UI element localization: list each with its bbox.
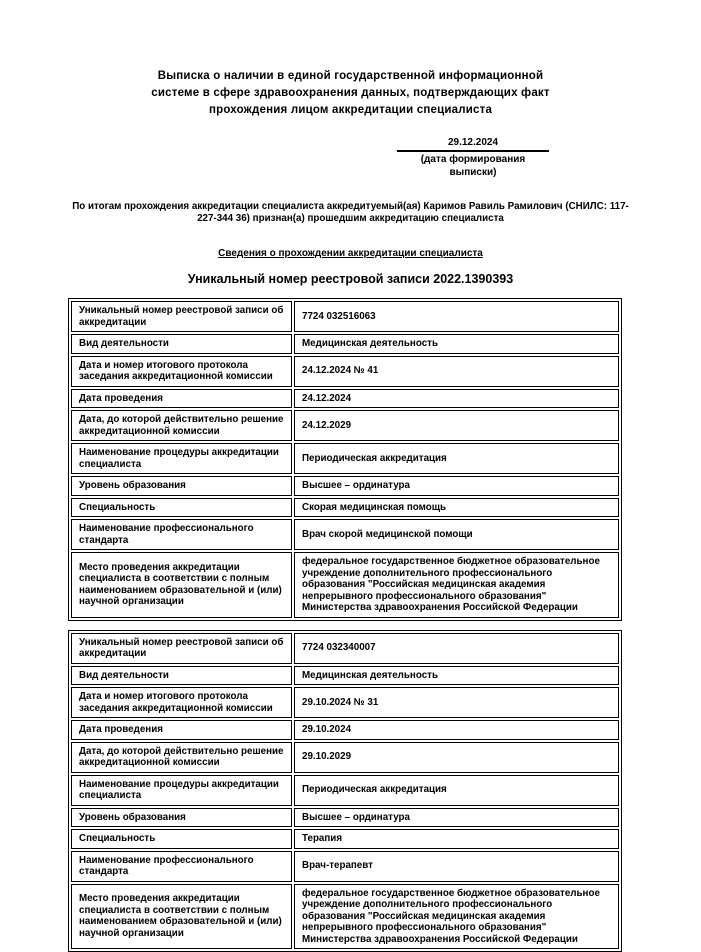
field-label: Вид деятельности — [71, 334, 292, 354]
field-value: 29.10.2029 — [294, 742, 619, 773]
document-title-line-2: системе в сфере здравоохранения данных, подтверждающих факт — [68, 85, 633, 102]
field-value: 7724 032516063 — [294, 301, 619, 332]
field-label: Дата, до которой действительно решение аккредитационной комиссии — [71, 410, 292, 441]
field-label: Наименование процедуры аккредитации специалиста — [71, 775, 292, 806]
field-label: Дата и номер итогового протокола заседания аккредитационной комиссии — [71, 356, 292, 387]
field-value: 29.10.2024 № 31 — [294, 687, 619, 718]
record-row — [71, 334, 619, 354]
field-value: Медицинская деятельность — [294, 334, 619, 354]
field-label: Наименование процедуры аккредитации специалиста — [71, 443, 292, 474]
field-label: Дата проведения — [71, 389, 292, 409]
record-row — [71, 687, 619, 718]
field-label: Специальность — [71, 829, 292, 849]
field-value: Врач скорой медицинской помощи — [294, 519, 619, 550]
field-label: Дата и номер итогового протокола заседания аккредитационной комиссии — [71, 687, 292, 718]
field-label: Уникальный номер реестровой записи об аккредитации — [71, 633, 292, 664]
field-value: 24.12.2029 — [294, 410, 619, 441]
record-row — [71, 498, 619, 518]
record-row — [71, 829, 619, 849]
record-row — [71, 775, 619, 806]
field-value: 24.12.2024 — [294, 389, 619, 409]
document-title-line-3: прохождения лицом аккредитации специалиста — [68, 102, 633, 119]
field-label: Уровень образования — [71, 476, 292, 496]
field-label: Место проведения аккредитации специалиста в соответствии с полным наименованием образовательной и (или) научной организации — [71, 884, 292, 950]
record-row — [71, 519, 619, 550]
field-value: 7724 032340007 — [294, 633, 619, 664]
extract-date-caption: (дата формирования выписки) — [397, 152, 549, 179]
document-title-line-1: Выписка о наличии в единой государственной информационной — [68, 68, 633, 85]
record-row — [71, 410, 619, 441]
record-row — [71, 851, 619, 882]
record-row — [71, 476, 619, 496]
record-row — [71, 742, 619, 773]
field-label: Уровень образования — [71, 808, 292, 828]
record-row — [71, 666, 619, 686]
section-heading: Сведения о прохождении аккредитации специалиста — [68, 248, 633, 259]
field-value: 29.10.2024 — [294, 720, 619, 740]
extract-date-block — [397, 136, 549, 179]
field-value: Периодическая аккредитация — [294, 775, 619, 806]
field-label: Наименование профессионального стандарта — [71, 851, 292, 882]
record-row — [71, 356, 619, 387]
field-label: Наименование профессионального стандарта — [71, 519, 292, 550]
field-value: Терапия — [294, 829, 619, 849]
accreditation-record-table-2 — [68, 630, 622, 952]
record-row — [71, 884, 619, 950]
field-label: Специальность — [71, 498, 292, 518]
record-row — [71, 389, 619, 409]
field-value: Высшее – ординатура — [294, 476, 619, 496]
field-label: Дата проведения — [71, 720, 292, 740]
record-row — [71, 301, 619, 332]
registry-number-heading: Уникальный номер реестровой записи 2022.1390393 — [68, 272, 633, 286]
record-row — [71, 808, 619, 828]
field-label: Дата, до которой действительно решение аккредитационной комиссии — [71, 742, 292, 773]
record-row — [71, 552, 619, 618]
field-label: Место проведения аккредитации специалиста в соответствии с полным наименованием образовательной и (или) научной организации — [71, 552, 292, 618]
field-value: Периодическая аккредитация — [294, 443, 619, 474]
field-value: Врач-терапевт — [294, 851, 619, 882]
field-value: федеральное государственное бюджетное образовательное учреждение дополнительного профессионального образования "Российская медицинская академия непрерывного профессионального образования" Министерства здравоохранения Российской Федерации — [294, 552, 619, 618]
field-label: Уникальный номер реестровой записи об аккредитации — [71, 301, 292, 332]
field-value: Медицинская деятельность — [294, 666, 619, 686]
accreditation-record-table-1 — [68, 298, 622, 621]
record-row — [71, 443, 619, 474]
record-row — [71, 720, 619, 740]
field-value: Высшее – ординатура — [294, 808, 619, 828]
extract-date-value: 29.12.2024 — [397, 136, 549, 152]
field-label: Вид деятельности — [71, 666, 292, 686]
field-value: федеральное государственное бюджетное образовательное учреждение дополнительного профессионального образования "Российская медицинская академия непрерывного профессионального образования" Министерства здравоохранения Российской Федерации — [294, 884, 619, 950]
document-title — [68, 68, 633, 119]
field-value: Скорая медицинская помощь — [294, 498, 619, 518]
record-row — [71, 633, 619, 664]
field-value: 24.12.2024 № 41 — [294, 356, 619, 387]
accreditation-summary-paragraph: По итогам прохождения аккредитации специалиста аккредитуемый(ая) Каримов Равиль Рамилович (СНИЛС: 117-227-344 36) признан(а) прошедшим аккредитацию специалиста — [68, 201, 633, 225]
